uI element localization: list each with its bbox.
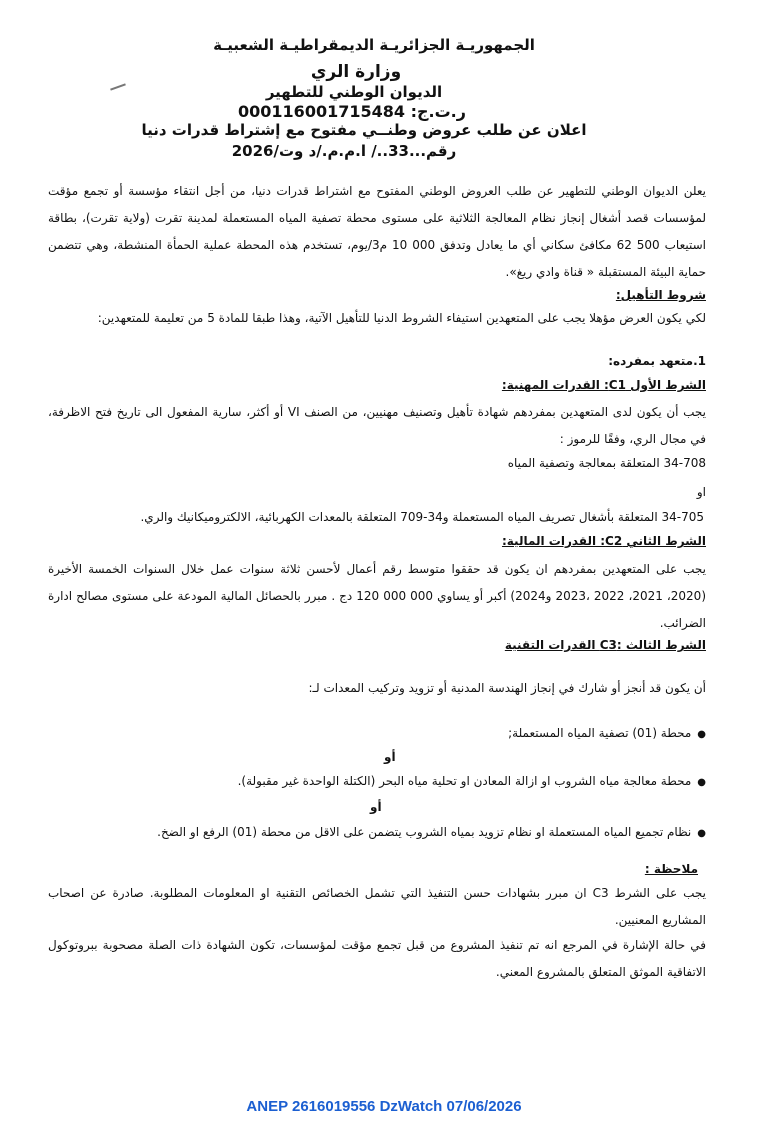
condition-c1-text: يجب أن يكون لدى المتعهدين بمفردهم شهادة تأهيل وتصنيف مهنيين، من الصنف VI أو أكثر، سارية المفعول الى تاريخ فتح الاظرفة، في مجال الري، وفقًا للرموز : bbox=[48, 405, 707, 446]
bullet-dot-icon: ● bbox=[697, 828, 706, 839]
or-separator-1: أو bbox=[384, 750, 396, 764]
note-paragraph-1: يجب على الشرط C3 ان مبرر بشهادات حسن التنفيذ التي تشمل الخصائص التقنية او المعلومات المطلوبة. صادرة عن اصحاب المشاريع المعنيين. bbox=[48, 886, 706, 927]
code-705-709: 34-705 المتعلقة بأشغال تصريف المياه المستعملة و34-709 المتعلقة بالمعدات الكهربائية، الالكتروميكانيك والري. bbox=[140, 510, 704, 524]
condition-c3-text: أن يكون قد أنجز أو شارك في إنجاز الهندسة المدنية أو تزويد وتركيب المعدات لـ: bbox=[308, 681, 706, 695]
or-label: او bbox=[696, 485, 706, 499]
note-heading: ملاحظة : bbox=[644, 862, 698, 876]
bullet-item-3: ●نظام تجميع المياه المستعملة او نظام تزويد بمياه الشروب يتضمن على الاقل من محطة (01) الرفع او الضخ. bbox=[157, 825, 706, 839]
bullet-item-2: ●محطة معالجة مياه الشروب او ازالة المعادن او تحلية مياه البحر (الكتلة الواحدة غير مقبولة). bbox=[237, 774, 706, 788]
tax-id: ر.ت.ج: 000116001715484 bbox=[238, 102, 466, 121]
or-separator-2: أو bbox=[370, 800, 382, 814]
condition-c2-heading: الشرط الثاني C2: القدرات المالية: bbox=[501, 534, 706, 548]
condition-c2-text: يجب على المتعهدين بمفردهم ان يكون قد حققوا متوسط رقم أعمال لأحسن ثلاثة سنوات عمل خلال السنوات الخمسة الأخيرة (2020، 2021، 2022 ،2023 و2024) أكبر أو يساوي 000 000 120 دج . مبرر بالحصائل المالية المودعة على مستوى مصالح ادارة الضرائب. bbox=[48, 562, 707, 630]
single-bidder-heading: 1.متعهد بمفرده: bbox=[608, 354, 706, 368]
qualification-text: لكي يكون العرض مؤهلا يجب على المتعهدين استيفاء الشروط الدنيا للتأهيل الآتية، وهذا طبقا للمادة 5 من تعليمة للمتعهدين: bbox=[97, 311, 706, 325]
intro-paragraph: يعلن الديوان الوطني للتطهير عن طلب العروض الوطني المفتوح مع اشتراط قدرات دنيا، من أجل انتقاء مؤسسة أو تجمع مؤقت لمؤسسات قصد أشغال إنجاز نظام المعالجة الثلاثية على مستوى محطة تصفية المياه المستعملة لمدينة تقرت (ولاية تقرت)، بطاقة استيعاب 500 62 مكافئ سكاني أي ما يعادل وتدفق 000 10 م3/يوم، تستخدم هذه المحطة عملية الحمأة المنشطة، وهي تتضمن حماية البيئة المستقبلة « قناة وادي ريغ». bbox=[48, 184, 706, 279]
bullet-dot-icon: ● bbox=[697, 729, 706, 740]
ministry-title: وزارة الري bbox=[310, 62, 402, 82]
code-708: 34-708 المتعلقة بمعالجة وتصفية المياه bbox=[507, 456, 706, 470]
qualification-heading: شروط التأهيل: bbox=[615, 288, 706, 302]
office-title: الديوان الوطني للتطهير bbox=[265, 83, 443, 101]
condition-c1-heading: الشرط الأول C1: القدرات المهنية: bbox=[501, 378, 706, 392]
bullet-item-1: ●محطة (01) تصفية المياه المستعملة; bbox=[508, 726, 706, 740]
announcement-title: اعلان عن طلب عروض وطنــي مفتوح مع إشتراط قدرات دنيا bbox=[141, 121, 587, 139]
announcement-number: رقم...33../ ا.م.م./د وت/2026 bbox=[231, 142, 457, 160]
republic-title: الجمهوريـة الجزائريـة الديمقراطيـة الشعبيـة bbox=[213, 36, 535, 54]
note-paragraph-2: في حالة الإشارة في المرجع انه تم تنفيذ المشروع من قبل تجمع مؤقت لمؤسسات، تكون الشهادة ذات الصلة مصحوبة ببروتوكول الاتفاقية الموثق المتعلق بالمشروع المعني. bbox=[48, 938, 706, 979]
publication-stamp: ANEP 2616019556 DzWatch 07/06/2026 bbox=[246, 1098, 522, 1115]
bullet-dot-icon: ● bbox=[697, 777, 706, 788]
condition-c3-heading: الشرط الثالث :C3 القدرات التقنية bbox=[504, 638, 706, 652]
